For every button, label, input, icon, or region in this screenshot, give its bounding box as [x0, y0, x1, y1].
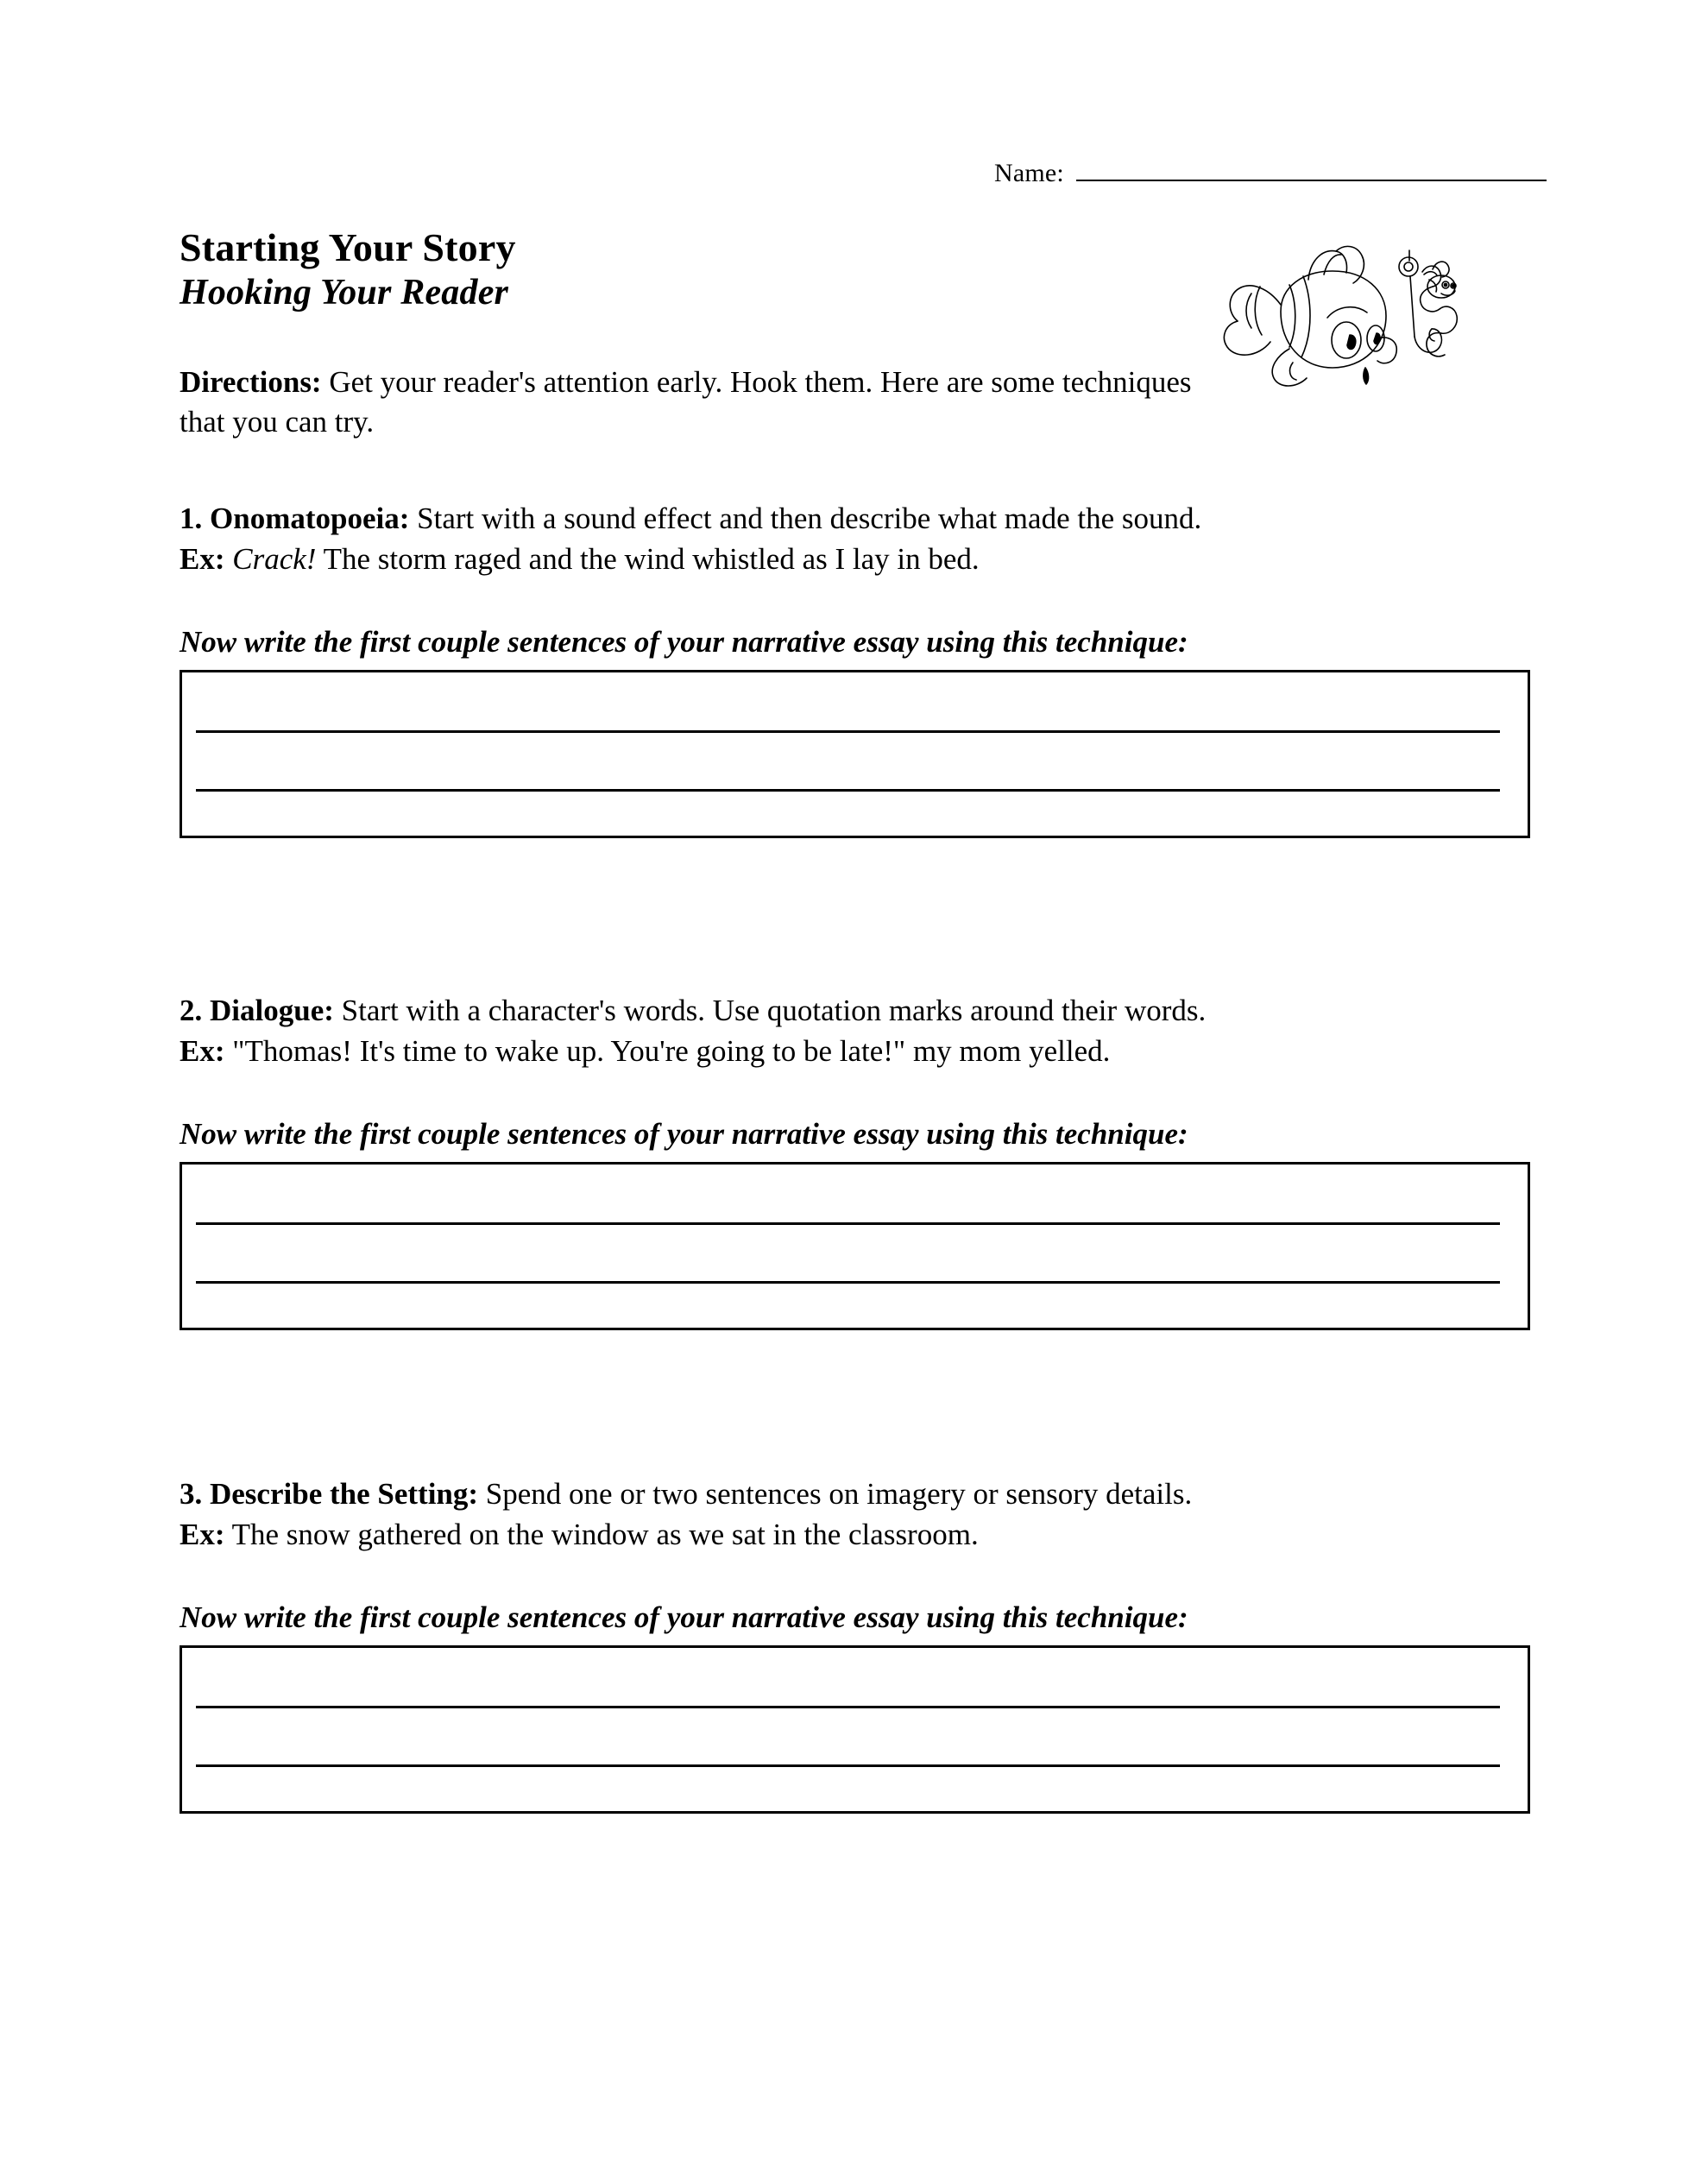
directions-text: Get your reader's attention early. Hook them. Here are some techniques that you can try.	[180, 365, 1192, 439]
answer-box[interactable]	[180, 1645, 1530, 1814]
technique-description: Start with a sound effect and then describe what made the sound.	[409, 502, 1202, 535]
technique-section-2	[180, 991, 1530, 1330]
technique-section-3	[180, 1474, 1530, 1814]
fishing-hook-with-worm-icon	[1399, 250, 1457, 357]
technique-heading: 1. Onomatopoeia:	[180, 502, 410, 535]
writing-line[interactable]	[196, 1222, 1500, 1225]
technique-description-line	[180, 1474, 1530, 1515]
writing-line[interactable]	[196, 1706, 1500, 1708]
example-text: The snow gathered on the window as we sat in the classroom.	[224, 1517, 979, 1551]
writing-line[interactable]	[196, 1764, 1500, 1767]
title-block	[180, 226, 516, 312]
writing-line[interactable]	[196, 730, 1500, 733]
technique-description: Start with a character's words. Use quotation marks around their words.	[333, 994, 1207, 1027]
name-field-row	[994, 157, 1547, 188]
cartoon-fish-icon	[1224, 246, 1396, 386]
page-title: Starting Your Story	[180, 225, 516, 269]
answer-box[interactable]	[180, 1162, 1530, 1330]
example-text: "Thomas! It's time to wake up. You're going to be late!" my mom yelled.	[224, 1033, 1111, 1068]
example-label: Ex:	[180, 1517, 225, 1551]
technique-section-1	[180, 499, 1530, 838]
technique-example-line	[180, 1515, 1530, 1556]
write-prompt: Now write the first couple sentences of your narrative essay using this technique:	[180, 1116, 1188, 1151]
writing-line[interactable]	[196, 1281, 1500, 1284]
technique-heading: 3. Describe the Setting:	[180, 1477, 479, 1511]
name-label: Name:	[994, 159, 1064, 187]
answer-box[interactable]	[180, 670, 1530, 838]
example-label: Ex:	[180, 541, 225, 576]
write-prompt: Now write the first couple sentences of your narrative essay using this technique:	[180, 624, 1188, 659]
page-subtitle: Hooking Your Reader	[180, 272, 509, 312]
technique-heading: 2. Dialogue:	[180, 994, 334, 1027]
directions-paragraph	[180, 363, 1202, 442]
fish-and-hook-clipart	[1207, 231, 1491, 417]
technique-example-line	[180, 540, 1530, 580]
write-prompt: Now write the first couple sentences of your narrative essay using this technique:	[180, 1600, 1188, 1634]
name-input[interactable]	[1076, 157, 1547, 181]
technique-example-line	[180, 1032, 1530, 1072]
example-label: Ex:	[180, 1033, 225, 1068]
technique-description: Spend one or two sentences on imagery or sensory details.	[478, 1477, 1193, 1511]
technique-description-line	[180, 991, 1530, 1032]
technique-description-line	[180, 499, 1530, 540]
directions-label: Directions:	[180, 365, 322, 399]
writing-line[interactable]	[196, 789, 1500, 792]
example-text: The storm raged and the wind whistled as I lay in bed.	[316, 541, 980, 576]
example-italic-text: Crack!	[224, 541, 317, 576]
